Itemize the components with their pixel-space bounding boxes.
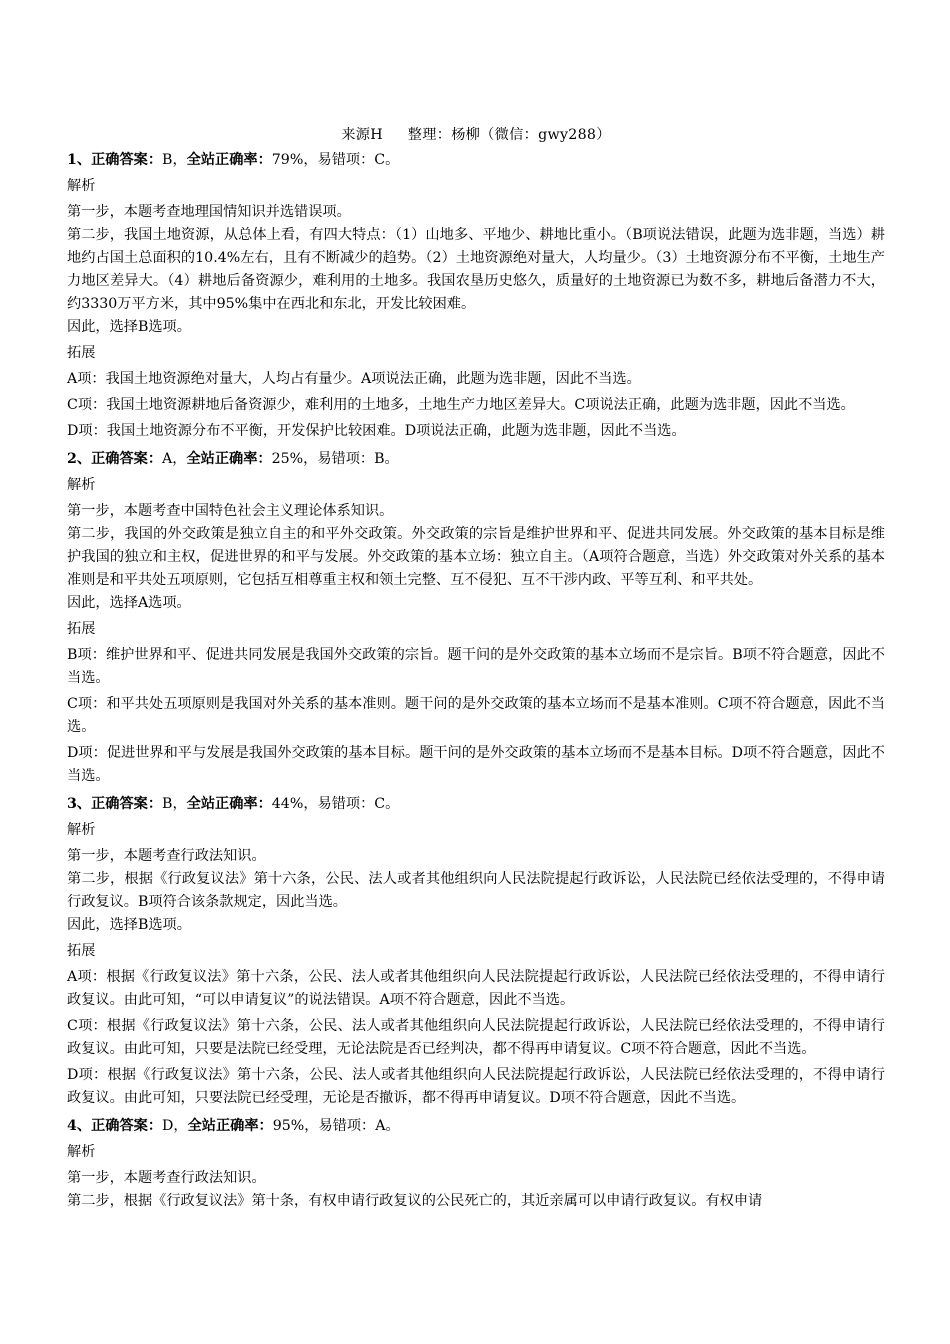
rate-label: 全站正确率：: [186, 796, 272, 812]
extension-paragraph: D项：我国土地资源分布不平衡，开发保护比较困难。D项说法正确，此题为选非题，因此不当选。: [67, 423, 686, 439]
question-block: [67, 1115, 885, 1213]
analysis-paragraph: 因此，选择B选项。: [67, 319, 191, 335]
answer-line: [67, 793, 885, 816]
extension-paragraph: B项：维护世界和平、促进共同发展是我国外交政策的宗旨。题干问的是外交政策的基本立场而不是宗旨。B项不符合题意，因此不当选。: [67, 647, 885, 686]
analysis-paragraph: 第一步，本题考查行政法知识。: [67, 1170, 266, 1186]
analysis-paragraph: 第二步，我国土地资源，从总体上看，有四大特点：（1）山地多、平地少、耕地比重小。（B项说法错误，此题为选非题，当选）耕地约占国土总面积的10.4%左右，且有不断减少的趋势。（2）土地资源绝对量大，人均量少。（3）土地资源分布不平衡，土地生产力地区差异大。（4）耕地后备资源少，难利用的土地多。我国农垦历史悠久，质量好的土地资源已为数不多，耕地后备潜力不大，约3330万平方米，其中95%集中在西北和东北，开发比较困难。: [67, 227, 885, 312]
question-number: 1、: [67, 152, 92, 168]
extension-heading: 拓展: [67, 345, 96, 361]
extension-paragraph: D项：促进世界和平与发展是我国外交政策的基本目标。题干问的是外交政策的基本立场而不是基本目标。D项不符合题意，因此不当选。: [67, 745, 885, 784]
answer-value: A，: [162, 451, 187, 467]
answer-line: [67, 448, 885, 471]
organizer-label: 整理：杨柳（微信：gwy288）: [407, 127, 611, 143]
extension-paragraph: A项：我国土地资源绝对量大，人均占有量少。A项说法正确，此题为选非题，因此不当选。: [67, 371, 641, 387]
analysis-paragraph: 因此，选择A选项。: [67, 595, 191, 611]
document-header: [67, 124, 885, 147]
question-number: 4、: [67, 1118, 92, 1134]
question-block: [67, 149, 885, 446]
extension-paragraph: A项：根据《行政复议法》第十六条，公民、法人或者其他组织向人民法院提起行政诉讼，人民法院已经依法受理的，不得申请行政复议。由此可知，“可以申请复议”的说法错误。A项不符合题意，因此不当选。: [67, 969, 885, 1008]
question-block: [67, 448, 885, 791]
rate-value: 79%，易错项：C。: [271, 152, 400, 168]
rate-label: 全站正确率：: [186, 152, 272, 168]
answer-value: B，: [162, 796, 187, 812]
analysis-paragraph: 因此，选择B选项。: [67, 917, 191, 933]
question-number: 3、: [67, 796, 92, 812]
answer-label: 正确答案：: [91, 796, 163, 812]
analysis-paragraph: 第二步，根据《行政复议法》第十条，有权申请行政复议的公民死亡的，其近亲属可以申请行政复议。有权申请: [67, 1193, 763, 1209]
question-number: 2、: [67, 451, 92, 467]
document-page: [67, 124, 885, 1213]
question-list: [67, 149, 885, 1213]
answer-value: D，: [162, 1118, 188, 1134]
analysis-paragraph: 第一步，本题考查地理国情知识并选错误项。: [67, 204, 351, 220]
analysis-paragraph: 第二步，根据《行政复议法》第十六条，公民、法人或者其他组织向人民法院提起行政诉讼，人民法院已经依法受理的，不得申请行政复议。B项符合该条款规定，因此当选。: [67, 871, 885, 910]
analysis-paragraph: 第一步，本题考查中国特色社会主义理论体系知识。: [67, 503, 394, 519]
extension-heading: 拓展: [67, 943, 96, 959]
extension-paragraph: C项：根据《行政复议法》第十六条，公民、法人或者其他组织向人民法院提起行政诉讼，人民法院已经依法受理的，不得申请行政复议。由此可知，只要是法院已经受理，无论法院是否已经判决，都不得再申请复议。C项不符合题意，因此不当选。: [67, 1018, 885, 1057]
analysis-heading: 解析: [67, 178, 96, 194]
answer-line: [67, 149, 885, 172]
extension-paragraph: D项：根据《行政复议法》第十六条，公民、法人或者其他组织向人民法院提起行政诉讼，人民法院已经依法受理的，不得申请行政复议。由此可知，只要法院已经受理，无论是否撤诉，都不得再申请复议。D项不符合题意，因此不当选。: [67, 1067, 885, 1106]
rate-label: 全站正确率：: [186, 451, 272, 467]
analysis-heading: 解析: [67, 822, 96, 838]
answer-label: 正确答案：: [91, 152, 163, 168]
analysis-paragraph: 第一步，本题考查行政法知识。: [67, 848, 266, 864]
answer-label: 正确答案：: [91, 451, 163, 467]
rate-label: 全站正确率：: [187, 1118, 273, 1134]
analysis-heading: 解析: [67, 477, 96, 493]
answer-line: [67, 1115, 885, 1138]
source-label: 来源H: [341, 127, 383, 143]
analysis-heading: 解析: [67, 1144, 96, 1160]
answer-label: 正确答案：: [91, 1118, 163, 1134]
extension-heading: 拓展: [67, 621, 96, 637]
rate-value: 25%，易错项：B。: [271, 451, 399, 467]
analysis-paragraph: 第二步，我国的外交政策是独立自主的和平外交政策。外交政策的宗旨是维护世界和平、促进共同发展。外交政策的基本目标是维护我国的独立和主权，促进世界的和平与发展。外交政策的基本立场：独立自主。（A项符合题意，当选）外交政策对外关系的基本准则是和平共处五项原则，它包括互相尊重主权和领土完整、互不侵犯、互不干涉内政、平等互利、和平共处。: [67, 526, 885, 588]
rate-value: 95%，易错项：A。: [272, 1118, 400, 1134]
rate-value: 44%，易错项：C。: [271, 796, 400, 812]
answer-value: B，: [162, 152, 187, 168]
question-block: [67, 793, 885, 1113]
extension-paragraph: C项：和平共处五项原则是我国对外关系的基本准则。题干问的是外交政策的基本立场而不是基本准则。C项不符合题意，因此不当选。: [67, 696, 885, 735]
extension-paragraph: C项：我国土地资源耕地后备资源少，难利用的土地多，土地生产力地区差异大。C项说法正确，此题为选非题，因此不当选。: [67, 397, 855, 413]
